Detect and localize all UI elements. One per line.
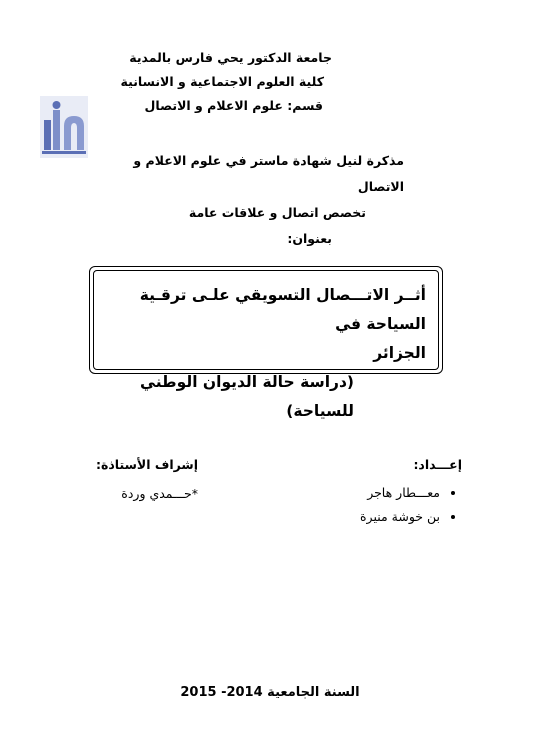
author-item: • بن خوشة منيرة [302, 505, 440, 529]
supervisor-name: *حـــمدي وردة [121, 486, 198, 501]
title-line-1: أثــر الاتـــصال التسويقي علـى ترقـية السياحة في [139, 286, 426, 333]
title-line-2: الجزائر [373, 344, 426, 362]
faculty-name: كلية العلوم الاجتماعية و الانسانية [120, 74, 324, 89]
university-name: جامعة الدكتور يحي فارس بالمدية [129, 50, 332, 65]
title-line-3: (دراسة حالة الديوان الوطني للسياحة) [140, 373, 354, 420]
supervisor-block [66, 452, 198, 506]
author-item: • معـــطار هاجر [302, 481, 440, 505]
thesis-info [104, 148, 404, 252]
authors-list [302, 481, 462, 529]
authors-label: إعـــداد: [413, 457, 462, 472]
authors-block [302, 452, 462, 529]
title-frame [89, 266, 443, 420]
university-logo-icon [40, 96, 88, 158]
department-name: قسم: علوم الاعلام و الاتصال [144, 98, 323, 113]
thesis-description: مذكرة لنيل شهادة ماستر في علوم الاعلام و الاتصال [133, 153, 404, 194]
specialty: تخصص اتصال و علاقات عامة [188, 205, 366, 220]
thesis-title [100, 281, 426, 426]
title-label: بعنوان: [287, 231, 332, 246]
supervisor-label: إشراف الأستاذة: [96, 457, 198, 472]
academic-year: السنة الجامعية 2014- 2015 [180, 685, 360, 700]
